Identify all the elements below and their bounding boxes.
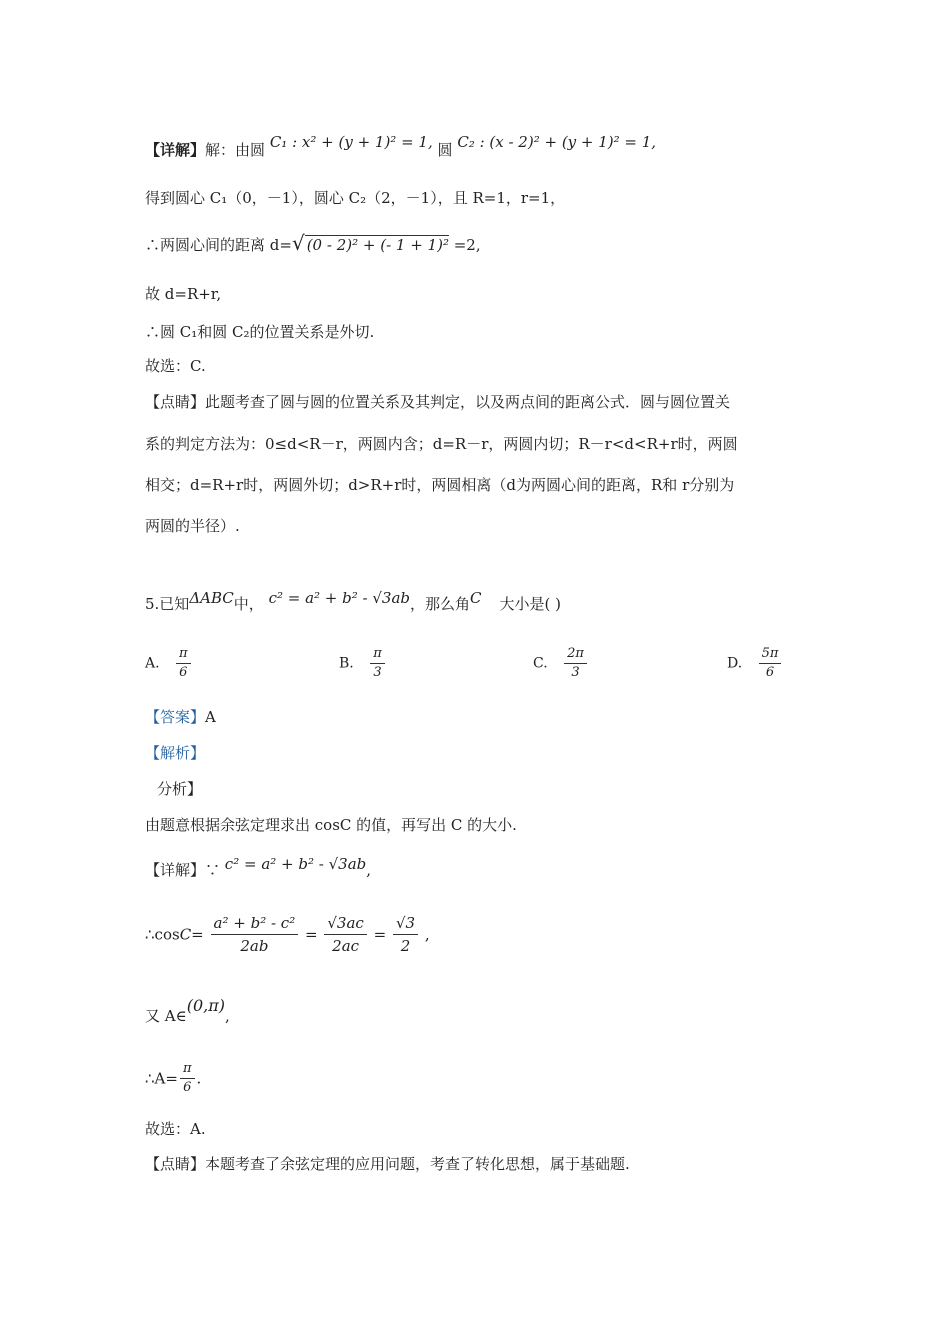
option-a-num: π xyxy=(176,645,191,664)
question-after: ，那么角 xyxy=(410,595,471,613)
cos-eq2: = xyxy=(305,925,318,944)
distance-line xyxy=(145,233,481,255)
distance-text: ∴两圆心间的距离 d= xyxy=(145,236,292,254)
result-fraction xyxy=(180,1060,195,1097)
detail-lead: 解：由圆 xyxy=(205,141,266,159)
detail2-equation: c² = a² + b² - √3ab xyxy=(224,855,367,873)
option-d-num: 5π xyxy=(759,645,782,664)
circle-c1-equation: C₁ : x² + (y + 1)² = 1, xyxy=(269,133,433,151)
option-a[interactable] xyxy=(145,645,193,682)
option-a-fraction xyxy=(176,645,191,682)
detail2-line xyxy=(145,855,372,880)
cos-f3-num: √3 xyxy=(393,912,418,935)
question-angle: C xyxy=(470,589,482,607)
cos-var: C xyxy=(179,925,192,944)
result-line xyxy=(145,1060,201,1097)
result-prefix: ∴A= xyxy=(145,1069,178,1088)
option-b[interactable] xyxy=(339,645,387,682)
comment1-line-1: 【点睛】此题考查了圆与圆的位置关系及其判定，以及两点间的距离公式．圆与圆位置关 xyxy=(145,393,731,411)
detail-tag: 【详解】 xyxy=(145,141,206,159)
answer-value: A xyxy=(205,708,216,726)
option-c-label: C. xyxy=(533,655,548,672)
cos-eq1: = xyxy=(191,925,204,944)
question-mid: 中， xyxy=(233,595,264,613)
question-ending: 大小是( ) xyxy=(499,595,561,613)
question-triangle: ΔABC xyxy=(189,589,234,607)
result-den: 6 xyxy=(183,1080,192,1095)
result-tail: . xyxy=(196,1069,202,1088)
comment1-line-4: 两圆的半径）. xyxy=(145,517,240,535)
cos-line xyxy=(145,912,430,957)
option-c-num: 2π xyxy=(564,645,587,664)
option-c-den: 3 xyxy=(571,665,580,680)
result-num: π xyxy=(180,1060,195,1079)
cos-fraction-3 xyxy=(393,912,418,957)
answer-tag: 【答案】 xyxy=(145,708,206,726)
cos-f2-num: √3ac xyxy=(324,912,366,935)
cos-f1-den: 2ab xyxy=(240,937,269,955)
question-equation: c² = a² + b² - √3ab xyxy=(268,589,411,607)
option-b-num: π xyxy=(370,645,385,664)
sum-line: 故 d=R+r, xyxy=(145,285,222,303)
detail-line-1 xyxy=(145,133,657,160)
cos-prefix: ∴cos xyxy=(145,925,180,944)
cos-fraction-1 xyxy=(211,912,299,957)
circle-c2-equation: C₂ : (x - 2)² + (y + 1)² = 1, xyxy=(457,133,657,151)
option-b-den: 3 xyxy=(373,665,382,680)
domain-interval: (0,π) xyxy=(186,996,225,1015)
analysis-subtitle: 分析】 xyxy=(157,780,203,798)
detail2-tail: , xyxy=(366,861,372,879)
question-number: 5.已知 xyxy=(145,595,190,613)
option-d[interactable] xyxy=(727,645,783,682)
option-a-label: A. xyxy=(145,655,160,672)
question-line xyxy=(145,589,561,614)
domain-line xyxy=(145,996,230,1026)
distance-tail: =2, xyxy=(448,236,481,254)
distance-radicand: (0 - 2)² + (- 1 + 1)² xyxy=(306,236,449,254)
cos-f2-den: 2ac xyxy=(332,937,360,955)
option-d-label: D. xyxy=(727,655,743,672)
conclusion-line: ∴圆 C₁和圆 C₂的位置关系是外切. xyxy=(145,323,375,341)
detail2-tag: 【详解】∵ xyxy=(145,861,221,879)
cos-f1-num: a² + b² - c² xyxy=(211,912,299,935)
option-c-fraction xyxy=(564,645,587,682)
circle-word: 圆 xyxy=(437,141,453,159)
option-a-den: 6 xyxy=(179,665,188,680)
choice-line-1: 故选：C. xyxy=(145,357,206,375)
comment1-line-2: 系的判定方法为：0≤d<R－r，两圆内含；d=R－r，两圆内切；R－r<d<R+r时，两圆 xyxy=(145,435,738,453)
option-d-fraction xyxy=(759,645,782,682)
analysis-text: 由题意根据余弦定理求出 cosC 的值，再写出 C 的大小. xyxy=(145,816,517,834)
cos-tail: , xyxy=(424,925,430,944)
answer-line xyxy=(145,707,216,727)
comment2-line: 【点睛】本题考查了余弦定理的应用问题，考查了转化思想，属于基础题. xyxy=(145,1155,630,1173)
cos-fraction-2 xyxy=(324,912,366,957)
analysis-tag: 【解析】 xyxy=(145,744,206,762)
domain-prefix: 又 A∈ xyxy=(145,1007,187,1025)
centers-line: 得到圆心 C₁（0，－1），圆心 C₂（2，－1），且 R=1，r=1， xyxy=(145,189,566,207)
domain-tail: , xyxy=(224,1007,230,1025)
distance-sqrt: √ (0 - 2)² + (- 1 + 1)² xyxy=(291,231,449,255)
comment1-line-3: 相交；d=R+r时，两圆外切；d>R+r时，两圆相离（d为两圆心间的距离，R和 r分别为 xyxy=(145,476,735,494)
cos-f3-den: 2 xyxy=(400,937,411,955)
option-b-fraction xyxy=(370,645,385,682)
cos-eq3: = xyxy=(373,925,387,944)
option-b-label: B. xyxy=(339,655,354,672)
option-d-den: 6 xyxy=(765,665,775,680)
option-c[interactable] xyxy=(533,645,589,682)
choice-line-2: 故选：A. xyxy=(145,1120,206,1138)
